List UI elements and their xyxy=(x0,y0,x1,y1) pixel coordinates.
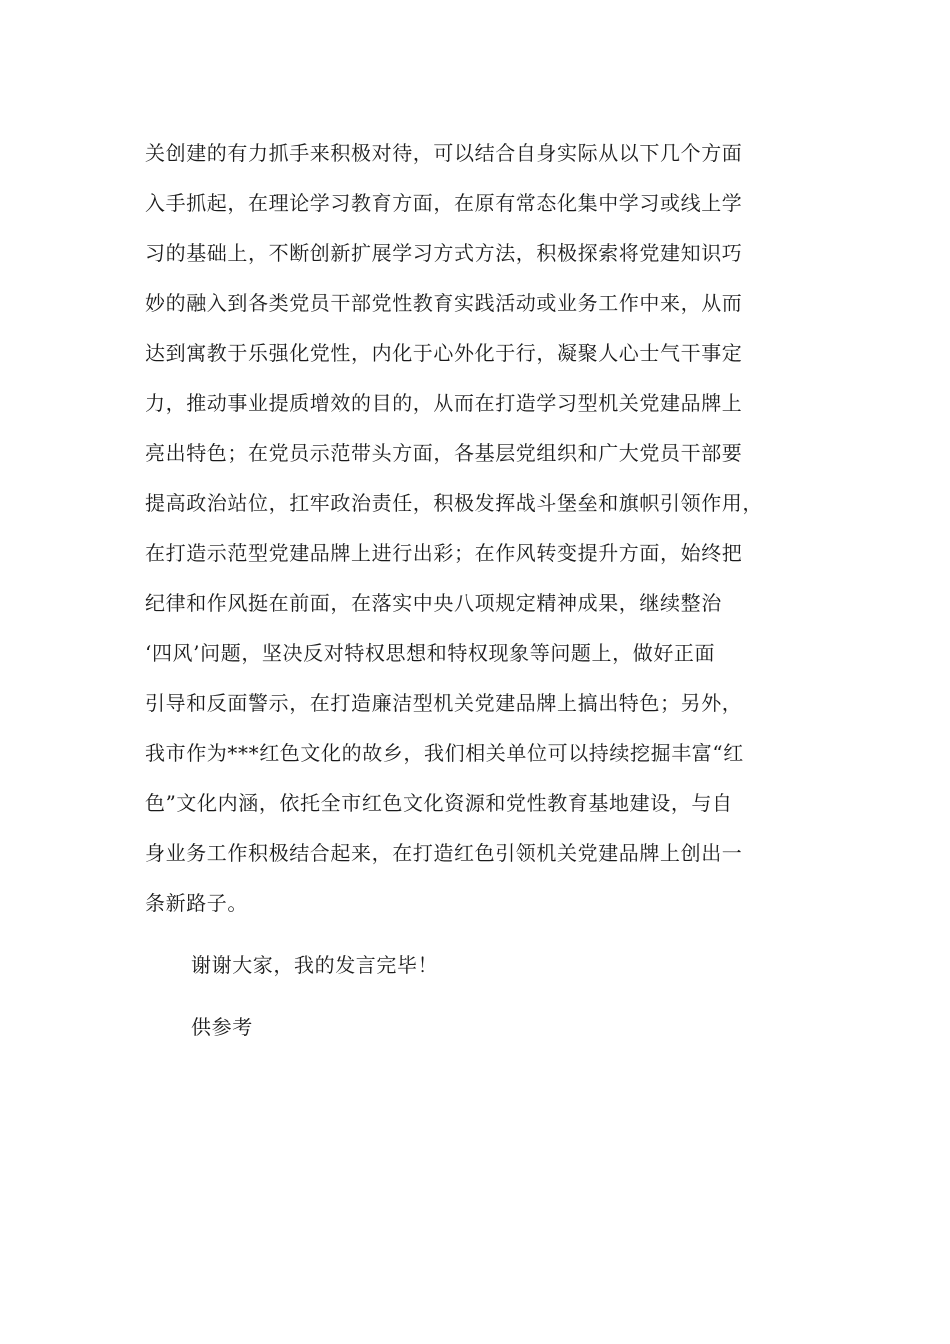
paragraph-line-15: 身业务工作积极结合起来，在打造红色引领机关党建品牌上创出一 xyxy=(145,841,743,865)
paragraph-line-6: 力，推动事业提质增效的目的，从而在打造学习型机关党建品牌上 xyxy=(145,391,743,415)
paragraph-line-14: 色”文化内涵，依托全市红色文化资源和党性教育基地建设，与自 xyxy=(145,791,733,815)
paragraph-line-8: 提高政治站位，扛牢政治责任，积极发挥战斗堡垒和旗帜引领作用， xyxy=(145,491,763,515)
paragraph-line-9: 在打造示范型党建品牌上进行出彩；在作风转变提升方面，始终把 xyxy=(145,541,743,565)
paragraph-line-11: ‘四风’问题，坚决反对特权思想和特权现象等问题上，做好正面 xyxy=(145,641,716,665)
paragraph-line-10: 纪律和作风挺在前面，在落实中央八项规定精神成果，继续整治 xyxy=(145,591,722,615)
reference-note: 供参考 xyxy=(191,1015,253,1039)
paragraph-line-4: 妙的融入到各类党员干部党性教育实践活动或业务工作中来，从而 xyxy=(145,291,743,315)
paragraph-line-7: 亮出特色；在党员示范带头方面，各基层党组织和广大党员干部要 xyxy=(145,441,743,465)
document-body xyxy=(145,128,815,1052)
paragraph-spacer xyxy=(145,928,815,940)
closing-remark: 谢谢大家，我的发言完毕！ xyxy=(191,953,439,977)
paragraph-spacer xyxy=(145,990,815,1002)
paragraph-line-5: 达到寓教于乐强化党性，内化于心外化于行，凝聚人心士气干事定 xyxy=(145,341,743,365)
paragraph-line-2: 入手抓起，在理论学习教育方面，在原有常态化集中学习或线上学 xyxy=(145,191,743,215)
paragraph-line-3: 习的基础上，不断创新扩展学习方式方法，积极探索将党建知识巧 xyxy=(145,241,743,265)
paragraph-line-16: 条新路子。 xyxy=(145,891,248,915)
paragraph-line-1: 关创建的有力抓手来积极对待，可以结合自身实际从以下几个方面 xyxy=(145,141,743,165)
paragraph-line-12: 引导和反面警示，在打造廉洁型机关党建品牌上搞出特色；另外， xyxy=(145,691,743,715)
paragraph-line-13: 我市作为***红色文化的故乡，我们相关单位可以持续挖掘丰富“红 xyxy=(145,741,744,765)
